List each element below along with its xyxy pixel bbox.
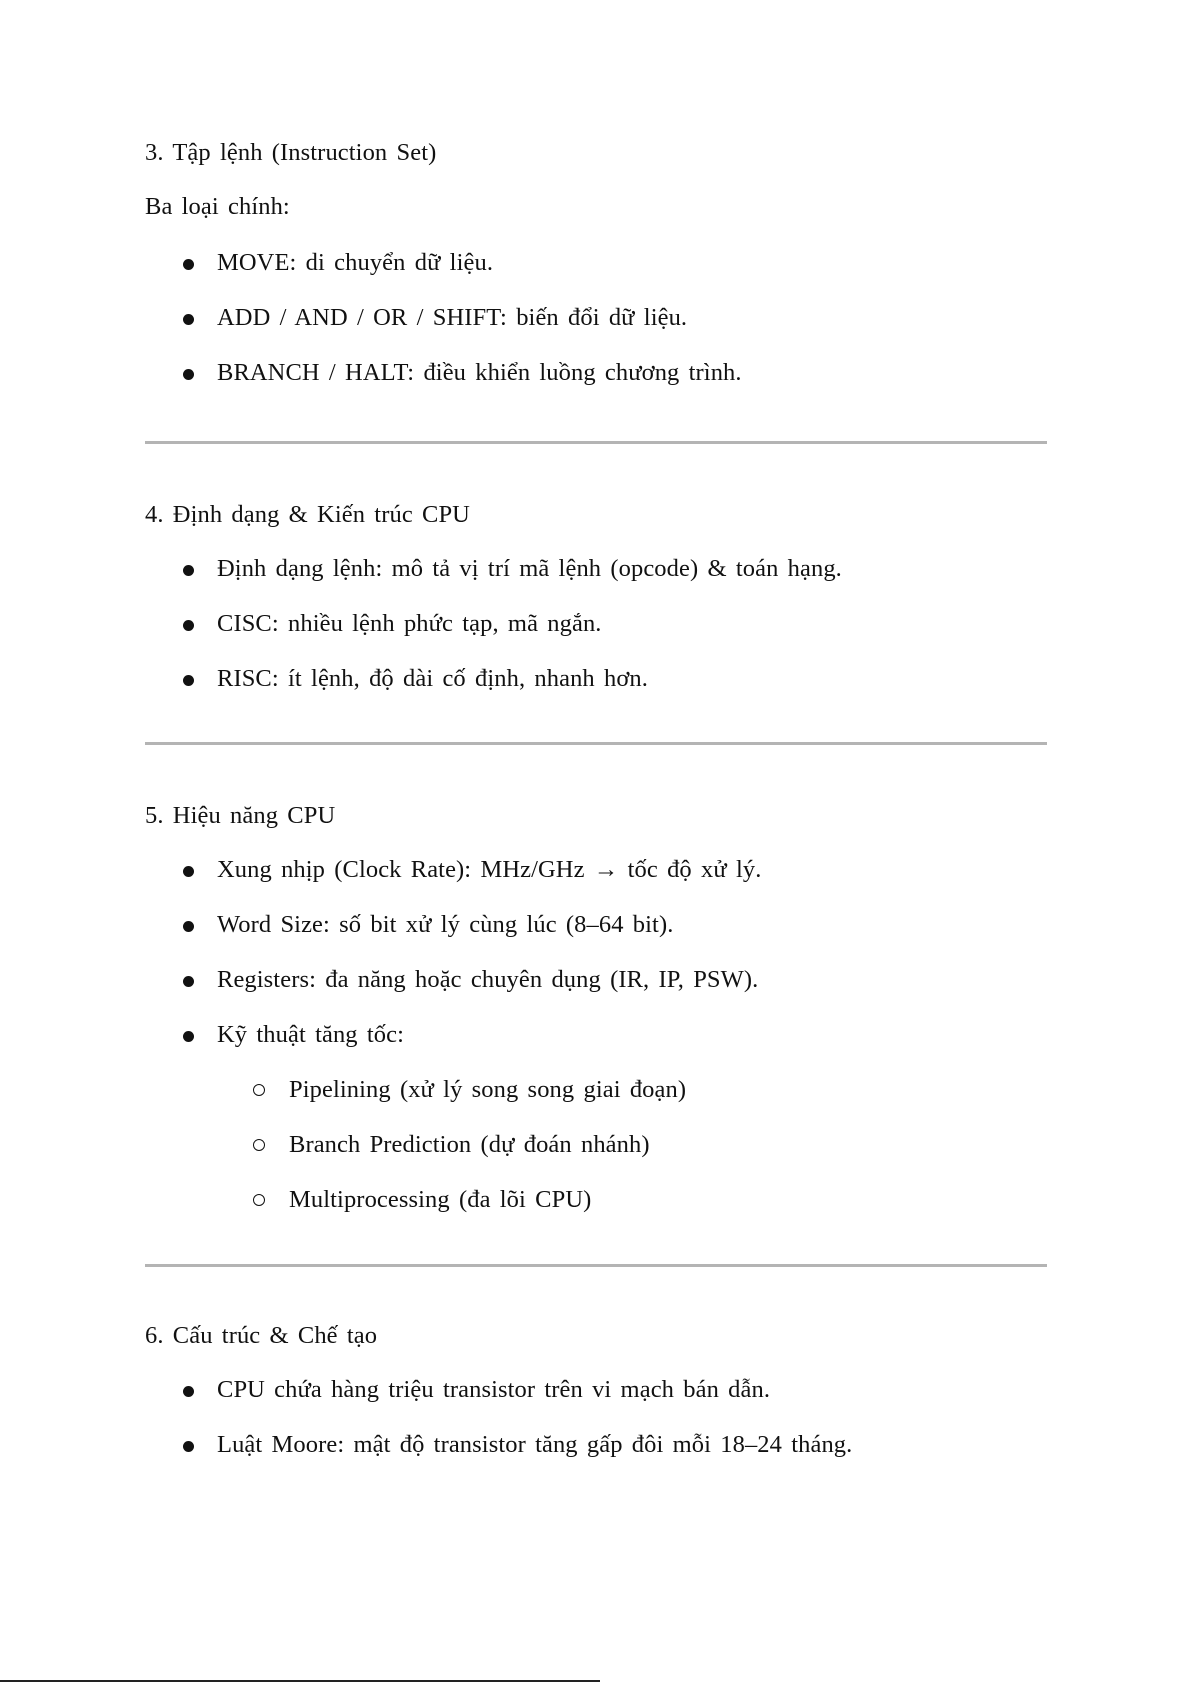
- hollow-bullet-icon: [253, 1084, 265, 1096]
- list-item: [145, 965, 1050, 995]
- section-cpu-performance: [145, 801, 1050, 1240]
- list-item-text: Word Size: số bit xử lý cùng lúc (8–64 bit).: [217, 911, 674, 938]
- hollow-bullet-icon: [253, 1194, 265, 1206]
- bullet-icon: [183, 369, 194, 380]
- list-item-text: RISC: ít lệnh, độ dài cố định, nhanh hơn.: [217, 665, 648, 692]
- bullet-list: [145, 554, 1050, 694]
- list-item: [145, 554, 1050, 584]
- section-divider: [145, 1264, 1047, 1267]
- list-item-text: MOVE: di chuyển dữ liệu.: [217, 249, 494, 276]
- section-heading: 6. Cấu trúc & Chế tạo: [145, 1322, 378, 1349]
- section-structure-manufacturing: [145, 1321, 1050, 1485]
- bullet-icon: [183, 921, 194, 932]
- list-item-text: Xung nhịp (Clock Rate): MHz/GHz → tốc độ xử lý.: [217, 856, 762, 883]
- list-item: [145, 248, 1050, 278]
- bullet-icon: [183, 1386, 194, 1397]
- bullet-icon: [183, 620, 194, 631]
- list-item-text: Registers: đa năng hoặc chuyên dụng (IR, IP, PSW).: [217, 966, 759, 993]
- list-item-text: Định dạng lệnh: mô tả vị trí mã lệnh (opcode) & toán hạng.: [217, 555, 842, 582]
- sub-list-item-text: Branch Prediction (dự đoán nhánh): [289, 1131, 650, 1158]
- list-item-text: BRANCH / HALT: điều khiển luồng chương trình.: [217, 359, 742, 386]
- list-item: [145, 664, 1050, 694]
- section-divider: [145, 441, 1047, 444]
- bullet-icon: [183, 565, 194, 576]
- section-heading: 3. Tập lệnh (Instruction Set): [145, 139, 437, 166]
- bullet-list: [145, 248, 1050, 388]
- sub-list: [217, 1075, 1050, 1215]
- section-heading: 4. Định dạng & Kiến trúc CPU: [145, 501, 470, 528]
- list-item: [145, 1430, 1050, 1460]
- sub-list-item: [217, 1185, 1050, 1215]
- bullet-icon: [183, 1031, 194, 1042]
- sub-list-item-text: Multiprocessing (đa lõi CPU): [289, 1186, 592, 1213]
- section-cpu-architecture: [145, 500, 1050, 719]
- section-heading: 5. Hiệu năng CPU: [145, 802, 336, 829]
- list-item-text: ADD / AND / OR / SHIFT: biến đổi dữ liệu.: [217, 304, 688, 331]
- bullet-list: [145, 855, 1050, 1215]
- list-item: [145, 1020, 1050, 1215]
- list-item-text: Kỹ thuật tăng tốc:: [217, 1021, 405, 1048]
- list-item: [145, 609, 1050, 639]
- sub-list-item-text: Pipelining (xử lý song song giai đoạn): [289, 1076, 687, 1103]
- list-item: [145, 303, 1050, 333]
- list-item: [145, 910, 1050, 940]
- bullet-icon: [183, 314, 194, 325]
- page-edge-line: [0, 1680, 600, 1682]
- bullet-icon: [183, 675, 194, 686]
- section-divider: [145, 742, 1047, 745]
- sub-list-item: [217, 1075, 1050, 1105]
- section-instruction-set: [145, 138, 1050, 413]
- list-item: [145, 1375, 1050, 1405]
- bullet-icon: [183, 866, 194, 877]
- list-item-text: CPU chứa hàng triệu transistor trên vi mạch bán dẫn.: [217, 1376, 771, 1403]
- section-intro: Ba loại chính:: [145, 193, 290, 220]
- bullet-icon: [183, 976, 194, 987]
- list-item-text: Luật Moore: mật độ transistor tăng gấp đôi mỗi 18–24 tháng.: [217, 1431, 853, 1458]
- list-item: [145, 358, 1050, 388]
- list-item-text: CISC: nhiều lệnh phức tạp, mã ngắn.: [217, 610, 602, 637]
- bullet-icon: [183, 1441, 194, 1452]
- bullet-list: [145, 1375, 1050, 1460]
- list-item: [145, 855, 1050, 885]
- hollow-bullet-icon: [253, 1139, 265, 1151]
- sub-list-item: [217, 1130, 1050, 1160]
- bullet-icon: [183, 259, 194, 270]
